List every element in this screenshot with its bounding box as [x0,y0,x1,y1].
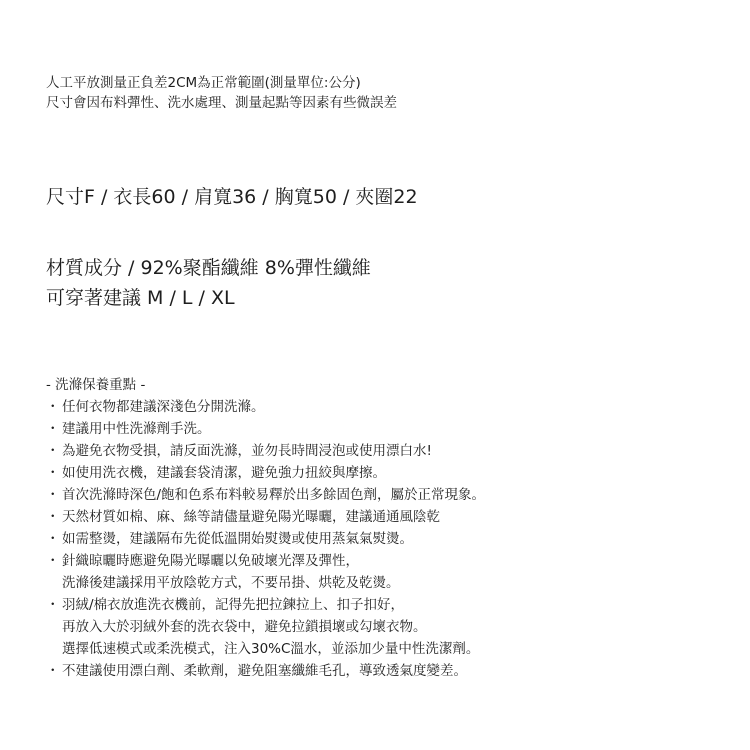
care-item-continuation: 選擇低速模式或柔洗模式，注入30%C溫水，並添加少量中性洗潔劑。 [62,641,480,657]
care-item [46,594,485,616]
measurement-note-line-1: 人工平放測量正負差2CM為正常範圍(測量單位:公分) [46,75,361,91]
care-item-text: 如需整燙，建議隔布先從低溫開始熨燙或使用蒸氣氣熨燙。 [62,531,413,547]
bullet-icon: ・ [46,421,60,437]
care-item [46,506,485,528]
care-item-text: 針織晾曬時應避免陽光曝曬以免破壞光澤及彈性， [62,553,359,569]
bullet-icon: ・ [46,509,60,525]
care-item-continuation: 再放入大於羽絨外套的洗衣袋中，避免拉鎖損壞或勾壞衣物。 [62,619,427,635]
care-heading: - 洗滌保養重點 - [46,377,146,393]
care-item-text: 羽絨/棉衣放進洗衣機前，記得先把拉鍊拉上、扣子扣好， [62,597,405,613]
care-item [46,484,485,506]
care-item-text: 任何衣物都建議深淺色分開洗滌。 [62,399,265,415]
bullet-icon: ・ [46,553,60,569]
bullet-icon: ・ [46,465,60,481]
care-item-text: 天然材質如棉、麻、絲等請儘量避免陽光曝曬，建議通通風陰乾 [62,509,440,525]
fit-recommendation: 可穿著建議 M / L / XL [46,287,235,309]
care-item [46,550,485,572]
size-spec: 尺寸F / 衣長60 / 肩寬36 / 胸寬50 / 夾圈22 [46,186,418,208]
care-item-text: 不建議使用漂白劑、柔軟劑，避免阻塞纖維毛孔，導致透氣度變差。 [62,663,467,679]
bullet-icon: ・ [46,399,60,415]
care-section [46,374,485,682]
material-composition: 材質成分 / 92%聚酯纖維 8%彈性纖維 [46,257,371,279]
care-item [46,396,485,418]
material-section [46,253,371,313]
care-item [46,660,485,682]
care-item [46,418,485,440]
bullet-icon: ・ [46,487,60,503]
bullet-icon: ・ [46,597,60,613]
care-item-text: 建議用中性洗滌劑手洗。 [62,421,211,437]
bullet-icon: ・ [46,663,60,679]
care-item [46,462,485,484]
care-item-text: 為避免衣物受損，請反面洗滌，並勿長時間浸泡或使用漂白水! [62,443,432,459]
care-item-text: 如使用洗衣機，建議套袋清潔，避免強力扭絞與摩擦。 [62,465,386,481]
care-item [46,528,485,550]
measurement-note-line-2: 尺寸會因布料彈性、洗水處理、測量起點等因素有些微誤差 [46,95,397,111]
bullet-icon: ・ [46,443,60,459]
bullet-icon: ・ [46,531,60,547]
measurement-note [46,73,397,113]
care-item-continuation: 洗滌後建議採用平放陰乾方式，不要吊掛、烘乾及乾燙。 [62,575,400,591]
care-item-text: 首次洗滌時深色/飽和色系布料較易釋於出多餘固色劑，屬於正常現象。 [62,487,486,503]
care-item [46,440,485,462]
